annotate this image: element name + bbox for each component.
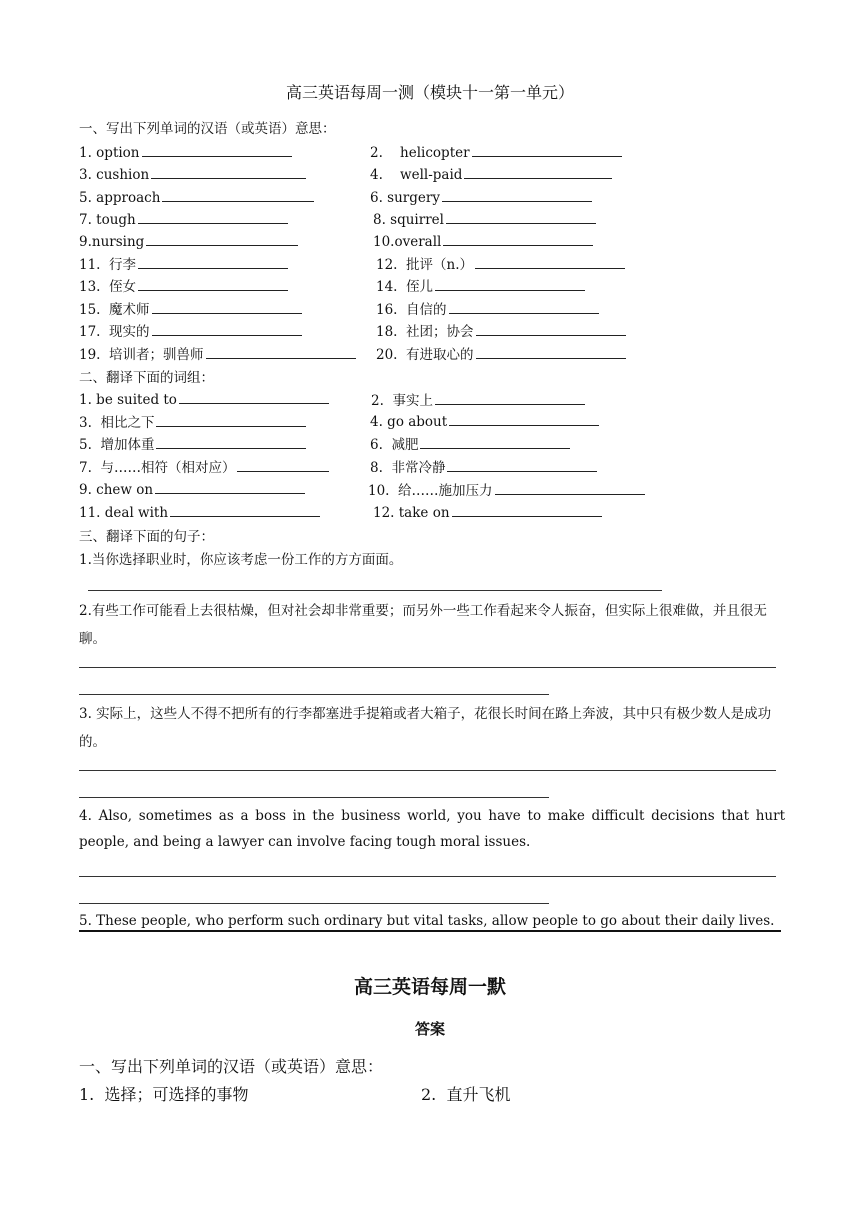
phrase-item: 2. 事实上 [371,393,433,409]
answer-blank[interactable] [138,254,288,269]
answers-subtitle: 答案 [414,1020,445,1038]
phrase-item: 11. deal with [79,505,169,521]
vocab-item: 5. approach [79,190,161,206]
section-2-heading: 二、翻译下面的词组： [79,370,214,386]
vocab-item: 19. 培训者；驯兽师 [79,347,204,363]
page-title: 高三英语每周一测（模块十一第一单元） [285,83,574,102]
vocab-item: 4. well-paid [370,167,463,183]
vocab-item: 14. 侄儿 [376,279,434,295]
answer-blank[interactable] [447,457,597,472]
sentence-4-text: 4. Also, sometimes as a boss in the business world, you have to make difficult decisions that hurt people, and being a lawyer can involve facing tough moral issues. [79,808,785,850]
phrase-item: 6. 减肥 [370,437,419,453]
phrase-item: 3. 相比之下 [79,415,155,431]
answer-blank[interactable] [449,411,599,426]
answer-blank[interactable] [138,209,288,224]
vocab-item: 8. squirrel [373,212,444,228]
answer-line[interactable] [79,770,776,771]
sentence-2: 2.有些工作可能看上去很枯燥，但对社会却非常重要；而另外一些工作看起来令人振奋，但实际上很难做，并且很无聊。 [79,603,767,647]
phrase-item: 10. 给……施加压力 [368,483,493,499]
answer-blank[interactable] [442,187,592,202]
vocab-item: 15. 魔术师 [79,302,150,318]
answer-line[interactable] [79,797,549,798]
answer-blank[interactable] [443,231,593,246]
answer-blank[interactable] [475,254,625,269]
answer-line[interactable] [79,876,776,877]
section-1-heading: 一、写出下列单词的汉语（或英语）意思： [79,121,336,137]
vocab-item: 12. 批评（n.） [376,257,474,273]
vocab-item: 2. helicopter [370,145,470,161]
answer-blank[interactable] [179,389,329,404]
vocab-item: 9.nursing [79,234,145,250]
answer-blank[interactable] [464,164,612,179]
vocab-row [0,231,860,251]
phrase-row [0,479,860,499]
vocab-row [0,142,860,162]
vocab-item: 20. 有进取心的 [376,347,474,363]
vocab-item: 1. option [79,145,140,161]
vocab-row [0,343,860,363]
answer-line[interactable] [88,590,662,591]
answer-blank[interactable] [476,344,626,359]
sentence-4 [79,803,785,855]
vocab-item: 11. 行李 [79,257,137,273]
vocab-row [0,320,860,340]
answers-title: 高三英语每周一默 [353,976,506,998]
answer-blank[interactable] [162,187,314,202]
answer-blank[interactable] [170,502,320,517]
phrase-item: 5. 增加体重 [79,437,155,453]
answer-blank[interactable] [138,276,288,291]
answer-blank[interactable] [152,299,302,314]
answer-blank[interactable] [146,231,298,246]
answer-line[interactable] [79,903,549,904]
answer-blank[interactable] [420,434,570,449]
phrase-item: 4. go about [370,414,448,430]
sentence-5: 5. These people, who perform such ordinary but vital tasks, allow people to go about their daily lives. [79,913,775,929]
answer-blank[interactable] [435,276,585,291]
phrase-item: 1. be suited to [79,392,177,408]
vocab-item: 16. 自信的 [376,302,447,318]
answer-blank[interactable] [142,142,292,157]
sentence-1: 1.当你选择职业时，你应该考虑一份工作的方方面面。 [79,552,403,568]
phrase-row [0,433,860,453]
answer-blank[interactable] [152,321,302,336]
phrase-row [0,389,860,409]
phrase-row [0,456,860,476]
answer-1: 1. 选择；可选择的事物 [79,1085,249,1104]
phrase-item: 12. take on [373,505,450,521]
answer-blank[interactable] [446,209,596,224]
answer-blank[interactable] [206,344,356,359]
vocab-item: 17. 现实的 [79,324,150,340]
answer-line[interactable] [79,694,549,695]
answer-blank[interactable] [151,164,306,179]
vocab-row [0,209,860,229]
phrase-row [0,411,860,431]
divider [79,930,781,932]
answer-blank[interactable] [495,480,645,495]
answer-blank[interactable] [476,321,626,336]
vocab-row [0,253,860,273]
vocab-item: 7. tough [79,212,136,228]
answer-blank[interactable] [449,299,599,314]
answers-heading: 一、写出下列单词的汉语（或英语）意思： [79,1057,384,1076]
answer-blank[interactable] [156,434,306,449]
phrase-row [0,502,860,522]
answer-blank[interactable] [237,457,329,472]
vocab-item: 13. 侄女 [79,279,137,295]
vocab-item: 10.overall [373,234,442,250]
phrase-item: 9. chew on [79,482,154,498]
section-3-heading: 三、翻译下面的句子： [79,529,214,545]
vocab-row [0,164,860,184]
answer-2: 2. 直升飞机 [421,1085,511,1104]
phrase-item: 7. 与……相符（相对应） [79,460,236,476]
answer-blank[interactable] [452,502,602,517]
answer-blank[interactable] [472,142,622,157]
sentence-3: 3. 实际上，这些人不得不把所有的行李都塞进手提箱或者大箱子，花很长时间在路上奔波，其中只有极少数人是成功的。 [79,706,772,750]
vocab-row [0,298,860,318]
answer-blank[interactable] [156,412,306,427]
answer-line[interactable] [79,667,776,668]
answer-blank[interactable] [435,390,585,405]
answer-blank[interactable] [155,479,305,494]
vocab-row [0,187,860,207]
phrase-item: 8. 非常冷静 [370,460,446,476]
vocab-item: 3. cushion [79,167,150,183]
vocab-item: 6. surgery [370,190,440,206]
vocab-row [0,275,860,295]
vocab-item: 18. 社团；协会 [376,324,474,340]
